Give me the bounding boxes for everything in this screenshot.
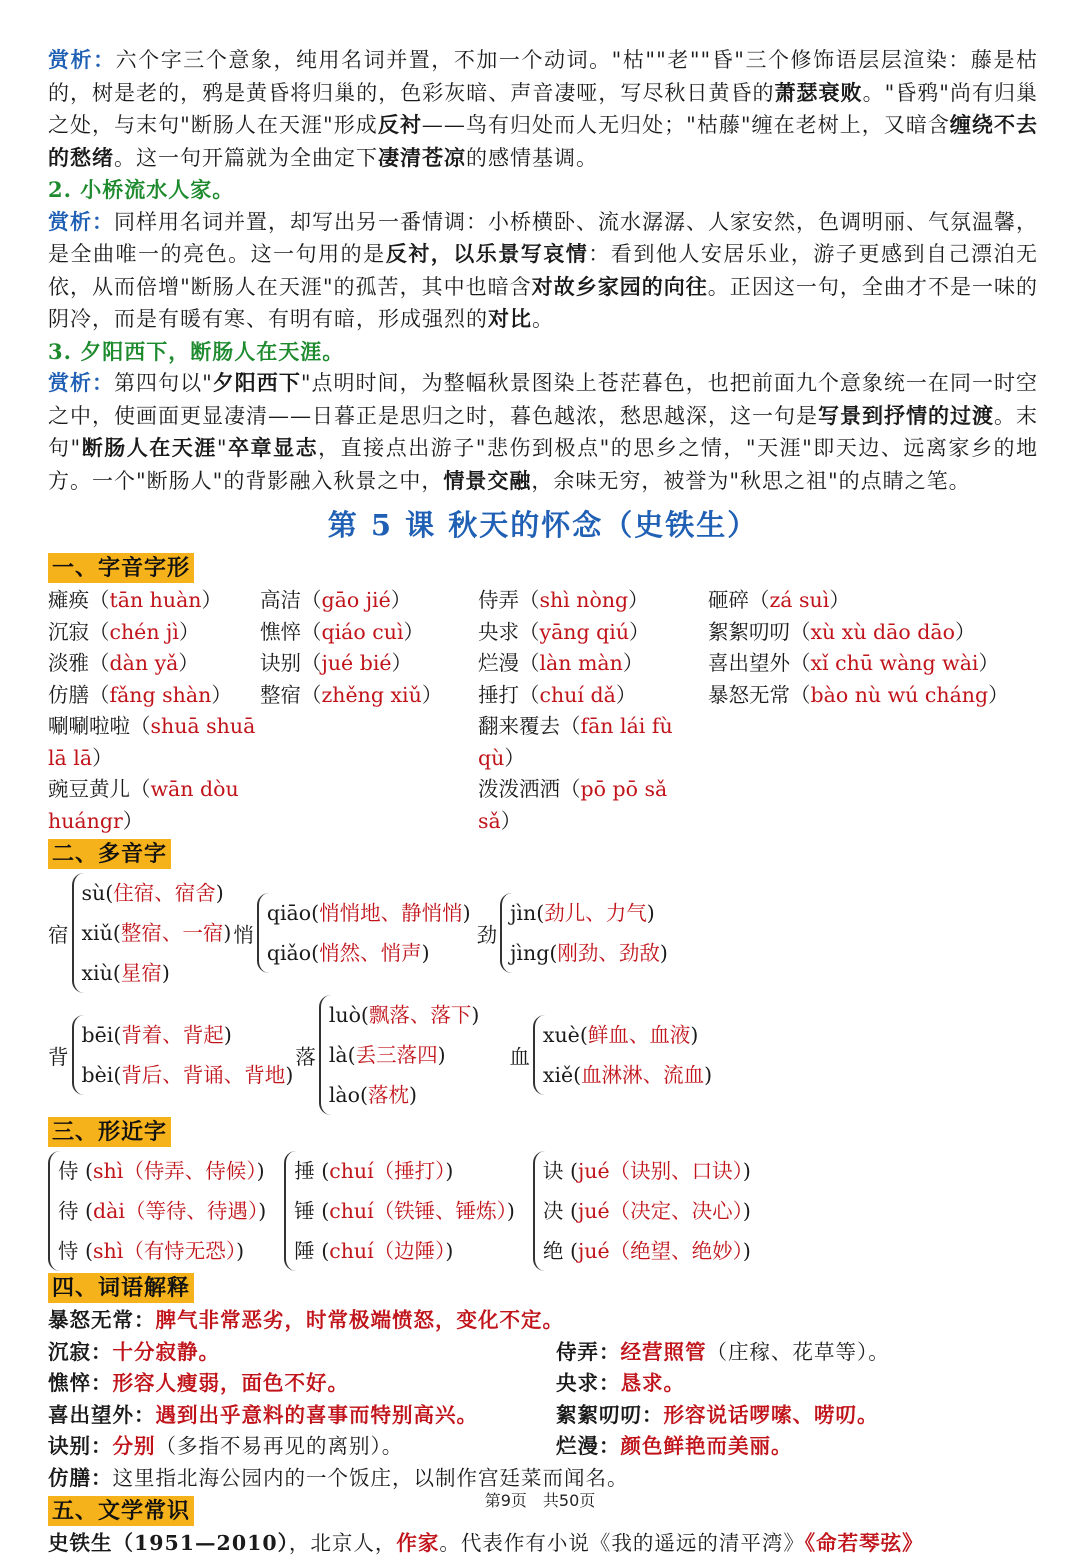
similar-pinyin: jué	[577, 1159, 610, 1183]
similar-paren: (	[569, 1239, 578, 1263]
reading-pinyin: xuè	[542, 1023, 580, 1047]
similar-paren: ）	[247, 1199, 259, 1223]
similar-paren: （	[373, 1239, 395, 1263]
similar-words: 铁锤、锤炼	[394, 1199, 497, 1223]
similar-paren: （	[123, 1159, 144, 1183]
similar-chars-row	[48, 1151, 1038, 1271]
reading-paren: (	[105, 881, 114, 905]
pinyin-item	[48, 648, 260, 680]
reading-pinyin: lào	[328, 1083, 360, 1107]
pinyin-paren: ）	[954, 619, 976, 644]
verse-heading-2: 2. 小桥流水人家。	[48, 177, 235, 202]
pinyin-word: 瘫痪	[48, 588, 89, 612]
analysis-label: 赏析：	[48, 208, 114, 234]
pinyin-reading: chén jì	[109, 619, 179, 644]
similar-pinyin: chuí	[329, 1239, 374, 1263]
reading-paren: )	[223, 921, 232, 945]
pinyin-reading: pō pō sǎ sǎ	[478, 777, 668, 833]
polyphonic-reading	[543, 1055, 712, 1095]
reading-paren: (	[112, 961, 121, 985]
pinyin-paren: ）	[390, 588, 412, 612]
similar-pinyin: chuí	[329, 1199, 374, 1223]
reading-pinyin: xiě	[542, 1063, 574, 1087]
pinyin-paren: ）	[122, 808, 144, 833]
polyphonic-char-su: 宿	[48, 923, 69, 947]
similar-paren: )	[506, 1199, 515, 1223]
similar-char: 绝	[542, 1239, 570, 1263]
pinyin-item	[708, 711, 1038, 774]
similar-paren: (	[321, 1239, 330, 1263]
similar-paren: ）	[435, 1239, 446, 1263]
definition-item: 央求：恳求。	[556, 1371, 685, 1395]
author-name: 史铁生（1951—2010）	[48, 1531, 289, 1555]
pinyin-reading: xǐ chū wàng wài	[810, 651, 979, 675]
pinyin-word: 憔悴	[260, 619, 301, 644]
pinyin-reading: làn màn	[539, 651, 623, 675]
polyphonic-reading	[510, 933, 668, 973]
pinyin-paren: ）	[201, 588, 223, 612]
pinyin-paren: ）	[92, 745, 113, 770]
section-title-polyphonic: 二、多音字	[48, 839, 171, 869]
definitions-grid	[48, 1337, 1038, 1463]
reading-paren: )	[215, 881, 224, 905]
pinyin-word: 诀别	[260, 651, 301, 675]
similar-words: 绝望、绝妙	[630, 1239, 733, 1263]
similar-pinyin: chuí	[329, 1159, 374, 1183]
reading-words: 住宿、宿舍	[113, 881, 216, 905]
lesson-title: 第 5 课 秋天的怀念（史铁生）	[327, 508, 759, 542]
reading-paren: )	[161, 961, 170, 985]
reading-paren: (	[311, 941, 320, 965]
reading-paren: )	[704, 1063, 713, 1087]
reading-paren: )	[646, 901, 655, 925]
pinyin-paren: （	[560, 714, 581, 738]
reading-paren: (	[579, 1023, 588, 1047]
reading-paren: (	[347, 1043, 356, 1067]
pinyin-paren: ）	[421, 682, 443, 707]
similar-char-item	[58, 1151, 266, 1191]
pinyin-paren: （	[749, 588, 770, 612]
definition-item: 沉寂：十分寂静。	[48, 1339, 220, 1364]
similar-char-item	[294, 1231, 515, 1271]
pinyin-paren: （	[301, 682, 322, 707]
pinyin-item	[48, 680, 260, 712]
pinyin-paren: ）	[829, 588, 850, 612]
pinyin-word: 沉寂	[48, 619, 89, 644]
polyphonic-reading	[82, 953, 232, 993]
pinyin-item	[260, 711, 478, 774]
pinyin-paren: （	[89, 651, 110, 675]
definition-item: 暴怒无常：脾气非常恶劣，时常极端愤怒，变化不定。	[48, 1308, 564, 1332]
reading-paren: )	[437, 1043, 446, 1067]
polyphonic-reading	[267, 933, 471, 973]
pinyin-paren: ）	[978, 651, 999, 675]
pinyin-reading: gāo jié	[321, 588, 391, 612]
similar-words: 等待、待遇	[145, 1199, 248, 1223]
pinyin-paren: ）	[178, 619, 200, 644]
similar-paren: ）	[732, 1239, 743, 1263]
definition-item: 絮絮叨叨：形容说话啰嗦、唠叨。	[556, 1402, 879, 1427]
polyphonic-char-xue: 血	[509, 1045, 530, 1069]
pinyin-paren: （	[89, 619, 110, 644]
similar-paren: )	[258, 1199, 267, 1223]
similar-paren: ）	[225, 1239, 237, 1263]
reading-pinyin: bēi	[81, 1023, 114, 1047]
pinyin-paren: （	[519, 651, 540, 675]
similar-paren: （	[609, 1159, 631, 1183]
similar-char: 陲	[294, 1239, 322, 1263]
pinyin-word: 喜出望外	[708, 651, 790, 675]
pinyin-reading: fān lái fù qù	[478, 714, 673, 770]
pinyin-reading: wān dòu huángr	[48, 777, 239, 833]
polyphonic-row-1	[48, 873, 1038, 993]
similar-paren: ）	[246, 1159, 257, 1183]
pinyin-paren: （	[790, 651, 811, 675]
pinyin-word: 砸碎	[708, 588, 749, 612]
pinyin-item	[260, 648, 478, 680]
similar-words: 有恃无恐	[143, 1239, 226, 1263]
polyphonic-group-luo	[319, 995, 480, 1115]
pinyin-reading: dàn yǎ	[109, 651, 179, 675]
pinyin-item	[48, 711, 260, 774]
reading-words: 悄然、悄声	[319, 941, 422, 965]
pinyin-item	[260, 680, 478, 712]
pinyin-word: 仿膳	[48, 682, 89, 707]
reading-pinyin: jìn	[510, 901, 537, 925]
reading-paren: )	[690, 1023, 699, 1047]
similar-paren: ）	[435, 1159, 446, 1183]
pinyin-item	[478, 711, 708, 774]
similar-paren: ）	[496, 1199, 507, 1223]
reading-pinyin: qiǎo	[266, 941, 312, 965]
similar-char: 恃	[58, 1239, 86, 1263]
pinyin-word: 高洁	[260, 588, 301, 612]
similar-char-item	[543, 1191, 751, 1231]
similar-char: 侍	[58, 1159, 86, 1183]
reading-paren: )	[471, 1003, 480, 1027]
reading-pinyin: xiù	[81, 961, 113, 985]
reading-words: 飘落、落下	[368, 1003, 472, 1027]
pinyin-paren: （	[519, 588, 540, 612]
reading-paren: (	[573, 1063, 582, 1087]
similar-words: 侍弄、侍候	[143, 1159, 247, 1183]
pinyin-paren: （	[301, 651, 322, 675]
pinyin-word: 唰唰啦啦	[48, 714, 130, 738]
similar-words: 边陲	[394, 1239, 436, 1263]
pinyin-paren: ）	[178, 651, 199, 675]
similar-char-item	[58, 1191, 266, 1231]
reading-paren: (	[536, 901, 545, 925]
polyphonic-row-2	[48, 995, 1038, 1115]
pinyin-item	[708, 774, 1038, 837]
pinyin-paren: ）	[211, 682, 232, 707]
pinyin-paren: （	[301, 619, 322, 644]
section-title-literature: 五、文学常识	[48, 1496, 194, 1526]
reading-paren: )	[285, 1063, 294, 1087]
similar-paren: (	[569, 1159, 578, 1183]
polyphonic-group-su	[72, 873, 232, 993]
pinyin-paren: （	[89, 588, 110, 612]
pinyin-word: 泼泼洒洒	[478, 777, 560, 801]
polyphonic-group-xue	[533, 1015, 712, 1095]
author-info: 史铁生（1951—2010），北京人，作家。代表作有小说《我的遥远的清平湾》《命若琴弦》	[48, 1531, 924, 1555]
similar-words: 捶打	[394, 1159, 436, 1183]
reading-paren: (	[360, 1003, 369, 1027]
analysis-label: 赏析：	[48, 47, 116, 72]
similar-group-chui	[284, 1151, 515, 1271]
reading-paren: )	[421, 941, 430, 965]
pinyin-word: 侍弄	[478, 588, 519, 612]
reading-paren: )	[659, 941, 668, 965]
reading-paren: )	[408, 1083, 417, 1107]
similar-pinyin: jué	[577, 1239, 610, 1263]
pinyin-item	[478, 774, 708, 837]
polyphonic-reading	[267, 893, 471, 933]
reading-paren: )	[462, 901, 471, 925]
polyphonic-reading	[82, 1015, 294, 1055]
similar-paren: (	[321, 1159, 330, 1183]
reading-words: 背着、背起	[121, 1023, 224, 1047]
pinyin-item	[260, 774, 478, 837]
similar-paren: (	[321, 1199, 330, 1223]
similar-group-shi	[48, 1151, 266, 1271]
reading-paren: (	[113, 1023, 122, 1047]
pinyin-word: 捶打	[478, 682, 519, 707]
reading-pinyin: luò	[328, 1003, 361, 1027]
similar-paren: (	[569, 1199, 578, 1223]
polyphonic-group-bei	[72, 1015, 294, 1095]
reading-words: 血淋淋、流血	[581, 1063, 705, 1087]
similar-paren: (	[85, 1199, 94, 1223]
pinyin-paren: （	[519, 682, 540, 707]
definition-item: 憔悴：形容人瘦弱，面色不好。	[48, 1371, 349, 1395]
pinyin-paren: ）	[391, 651, 413, 675]
pinyin-paren: （	[560, 777, 581, 801]
pinyin-item	[708, 617, 1038, 649]
polyphonic-reading	[329, 1075, 480, 1115]
pinyin-word: 豌豆黄儿	[48, 777, 130, 801]
polyphonic-reading	[82, 873, 232, 913]
pinyin-item	[478, 648, 708, 680]
similar-paren: （	[373, 1199, 395, 1223]
pinyin-word: 整宿	[260, 682, 301, 707]
pinyin-item	[708, 680, 1038, 712]
similar-paren: )	[236, 1239, 245, 1263]
reading-words: 整宿、一宿	[120, 921, 224, 945]
polyphonic-char-qiao: 悄	[233, 923, 254, 947]
definition-item: 烂漫：颜色鲜艳而美丽。	[556, 1434, 793, 1458]
reading-pinyin: xiǔ	[81, 921, 113, 945]
definition-item: 诀别：分别（多指不易再见的离别）。	[48, 1434, 404, 1458]
pinyin-paren: （	[301, 588, 322, 612]
similar-char: 捶	[294, 1159, 322, 1183]
similar-char-item	[543, 1231, 751, 1271]
polyphonic-group-jin	[500, 893, 668, 973]
similar-paren: ）	[732, 1159, 743, 1183]
pinyin-paren: ）	[622, 651, 644, 675]
reading-paren: (	[112, 921, 121, 945]
similar-paren: )	[445, 1239, 454, 1263]
similar-paren: )	[742, 1239, 751, 1263]
pinyin-reading: fǎng shàn	[109, 682, 212, 707]
similar-paren: （	[123, 1239, 144, 1263]
pinyin-item	[478, 680, 708, 712]
similar-words: 诀别、口诀	[630, 1159, 733, 1183]
similar-paren: ）	[732, 1199, 743, 1223]
similar-char: 待	[58, 1199, 86, 1223]
reading-paren: (	[359, 1083, 368, 1107]
pinyin-reading: yāng qiú	[539, 619, 630, 644]
reading-pinyin: jìng	[510, 941, 550, 965]
pinyin-reading: shuā shuā lā lā	[48, 714, 256, 770]
reading-words: 鲜血、血液	[587, 1023, 691, 1047]
polyphonic-reading	[543, 1015, 712, 1055]
similar-pinyin: dài	[93, 1199, 125, 1223]
reading-pinyin: sù	[81, 881, 106, 905]
section-title-pronunciation: 一、字音字形	[48, 553, 194, 583]
polyphonic-reading	[82, 1055, 294, 1095]
analysis-label: 赏析：	[48, 370, 115, 395]
reading-words: 丢三落四	[355, 1043, 438, 1067]
pinyin-paren: ）	[988, 682, 1009, 707]
pinyin-paren: ）	[629, 619, 650, 644]
similar-paren: )	[742, 1159, 751, 1183]
pinyin-word: 烂漫	[478, 651, 519, 675]
analysis-paragraph-1: 赏析：六个字三个意象，纯用名词并置，不加一个动词。"枯""老""昏"三个修饰语层层渲染：藤是枯的，树是老的，鸦是黄昏将归巢的，色彩灰暗、声音凄哑，写尽秋日黄昏的萧瑟衰败。"昏鸦"尚有归巢之处，与末句"断肠人在天涯"形成反衬——鸟有归处而人无归处；"枯藤"缠在老树上，又暗含缠绕不去的愁绪。这一句开篇就为全曲定下凄清苍凉的感情基调。	[48, 47, 1038, 170]
reading-pinyin: qiāo	[266, 901, 312, 925]
polyphonic-reading	[82, 913, 232, 953]
pinyin-paren: （	[790, 619, 811, 644]
reading-paren: (	[113, 1063, 122, 1087]
pinyin-reading: jué bié	[321, 651, 392, 675]
similar-group-jue	[533, 1151, 751, 1271]
pinyin-reading: xù xù dāo dāo	[810, 619, 955, 644]
similar-char: 决	[542, 1199, 570, 1223]
pinyin-paren: ）	[403, 619, 424, 644]
reading-words: 悄悄地、静悄悄	[319, 901, 463, 925]
pinyin-grid	[48, 585, 1038, 837]
similar-paren: )	[445, 1159, 454, 1183]
pinyin-word: 暴怒无常	[708, 682, 790, 707]
reading-paren: )	[223, 1023, 232, 1047]
polyphonic-char-bei: 背	[48, 1045, 69, 1069]
reading-words: 星宿	[120, 961, 162, 985]
similar-paren: )	[256, 1159, 265, 1183]
pinyin-item	[48, 585, 260, 617]
similar-words: 决定、决心	[630, 1199, 733, 1223]
pinyin-reading: zhěng xiǔ	[321, 682, 422, 707]
pinyin-word: 翻来覆去	[478, 714, 560, 738]
definition-item: 喜出望外：遇到出乎意料的喜事而特别高兴。	[48, 1402, 478, 1427]
pinyin-paren: ）	[504, 745, 525, 770]
page-number: 第9页 共50页	[484, 1491, 596, 1510]
pinyin-paren: （	[519, 619, 540, 644]
pinyin-paren: ）	[615, 682, 637, 707]
pinyin-reading: chuí dǎ	[539, 682, 616, 707]
pinyin-item	[478, 617, 708, 649]
pinyin-item	[478, 585, 708, 617]
similar-paren: （	[124, 1199, 146, 1223]
page-content	[48, 44, 1038, 1560]
section-title-definitions: 四、词语解释	[48, 1273, 194, 1303]
reading-pinyin: bèi	[81, 1063, 114, 1087]
similar-char: 锤	[294, 1199, 322, 1223]
pinyin-item	[48, 774, 260, 837]
analysis-paragraph-2: 赏析：同样用名词并置，却写出另一番情调：小桥横卧、流水潺潺、人家安然，色调明丽、气氛温馨，是全曲唯一的亮色。这一句用的是反衬，以乐景写哀情：看到他人安居乐业，游子更感到自己漂泊无依，从而倍增"断肠人在天涯"的孤苦，其中也暗含对故乡家园的向往。正因这一句，全曲才不是一味的阴冷，而是有暖有寒、有明有暗，形成强烈的对比。	[48, 208, 1039, 331]
polyphonic-char-luo: 落	[295, 1045, 316, 1069]
similar-pinyin: shì	[93, 1159, 124, 1183]
section-title-similar-chars: 三、形近字	[48, 1117, 171, 1147]
similar-paren: (	[85, 1239, 94, 1263]
pinyin-paren: （	[130, 714, 151, 738]
polyphonic-group-qiao	[257, 893, 471, 973]
pinyin-reading: zá suì	[769, 588, 830, 612]
pinyin-paren: ）	[628, 588, 649, 612]
pinyin-paren: （	[89, 682, 110, 707]
similar-char-item	[294, 1151, 515, 1191]
similar-paren: )	[742, 1199, 751, 1223]
pinyin-paren: ）	[500, 808, 522, 833]
reading-paren: (	[549, 941, 558, 965]
polyphonic-reading	[329, 995, 480, 1035]
similar-char: 诀	[542, 1159, 570, 1183]
reading-words: 落枕	[367, 1083, 409, 1107]
pinyin-paren: （	[130, 777, 151, 801]
similar-paren: （	[609, 1239, 631, 1263]
analysis-paragraph-3: 赏析：第四句以"夕阳西下"点明时间，为整幅秋景图染上苍茫暮色，也把前面九个意象统一在同一时空之中，使画面更显凄清——日暮正是思归之时，暮色越浓，愁思越深，这一句是写景到抒情的过渡。末句"断肠人在天涯"卒章显志，直接点出游子"悲伤到极点"的思乡之情，"天涯"即天边、远离家乡的地方。一个"断肠人"的背影融入秋景之中，情景交融，余味无穷，被誉为"秋思之祖"的点睛之笔。	[48, 370, 1039, 493]
polyphonic-reading	[510, 893, 668, 933]
pinyin-reading: shì nòng	[539, 588, 629, 612]
similar-char-item	[58, 1231, 266, 1271]
similar-paren: (	[85, 1159, 94, 1183]
polyphonic-char-jin: 劲	[476, 923, 498, 947]
definition-item: 仿膳：这里指北海公园内的一个饭庄，以制作宫廷菜而闻名。	[48, 1465, 629, 1490]
pinyin-word: 央求	[478, 619, 519, 644]
similar-char-item	[294, 1191, 515, 1231]
similar-paren: （	[373, 1159, 395, 1183]
pinyin-word: 絮絮叨叨	[708, 619, 790, 644]
similar-paren: （	[609, 1199, 631, 1223]
pinyin-item	[708, 648, 1038, 680]
reading-paren: (	[311, 901, 320, 925]
verse-heading-3: 3. 夕阳西下，断肠人在天涯。	[48, 338, 345, 364]
reading-words: 刚劲、劲敌	[557, 941, 660, 965]
reading-pinyin: là	[328, 1043, 348, 1067]
pinyin-reading: tān huàn	[109, 588, 202, 612]
definition-item: 侍弄：经营照管（庄稼、花草等）。	[556, 1339, 890, 1364]
pinyin-item	[260, 585, 478, 617]
similar-char-item	[543, 1151, 751, 1191]
reading-words: 劲儿、力气	[544, 901, 647, 925]
reading-words: 背后、背诵、背地	[121, 1063, 286, 1087]
pinyin-item	[708, 585, 1038, 617]
pinyin-paren: （	[790, 682, 811, 707]
pinyin-item	[260, 617, 478, 649]
similar-pinyin: jué	[577, 1199, 610, 1223]
pinyin-reading: qiáo cuì	[321, 619, 404, 644]
pinyin-item	[48, 617, 260, 649]
pinyin-reading: bào nù wú cháng	[810, 682, 989, 707]
similar-pinyin: shì	[93, 1239, 124, 1263]
polyphonic-reading	[329, 1035, 480, 1075]
pinyin-word: 淡雅	[48, 651, 89, 675]
